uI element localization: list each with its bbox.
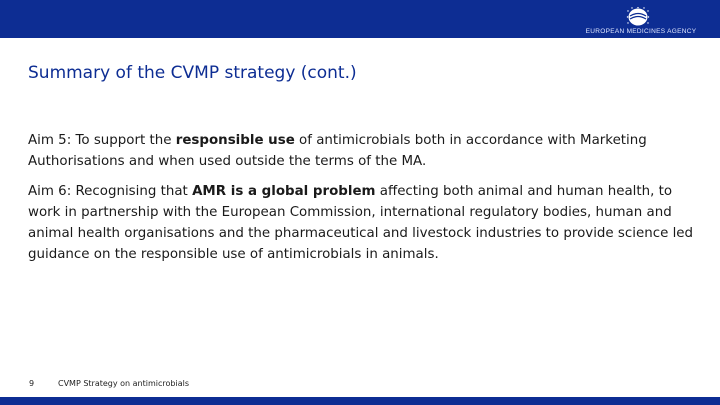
aim-5-prefix: Aim 5: To support the bbox=[28, 133, 176, 148]
aim-6-suffix: affecting both animal and human health, to work in partnership with the European Commission, international regulatory bodies, human and animal health organisations and the pharmaceutical and livestock industries to provide science led guidance on the responsible use of antimicrobials in animals. bbox=[28, 184, 694, 262]
aim-6-prefix: Aim 6: Recognising that bbox=[28, 184, 193, 199]
footer-bar bbox=[0, 397, 720, 405]
aim-5-suffix: of antimicrobials both in accordance with Marketing Authorisations and when used outside the terms of the MA. bbox=[28, 133, 647, 169]
agency-name: EUROPEAN MEDICINES AGENCY bbox=[585, 28, 697, 35]
aim-6-emphasis: AMR is a global problem bbox=[192, 184, 376, 199]
aim-6-paragraph bbox=[28, 181, 696, 265]
footer-title: CVMP Strategy on antimicrobials bbox=[58, 379, 190, 388]
aim-5-paragraph bbox=[28, 130, 696, 172]
aim-5-emphasis: responsible use bbox=[175, 133, 295, 148]
slide-title: Summary of the CVMP strategy (cont.) bbox=[28, 63, 357, 83]
page-number: 9 bbox=[29, 379, 35, 388]
agency-logo bbox=[583, 4, 699, 38]
agency-emblem-icon bbox=[626, 7, 650, 27]
header-bar bbox=[0, 0, 720, 38]
